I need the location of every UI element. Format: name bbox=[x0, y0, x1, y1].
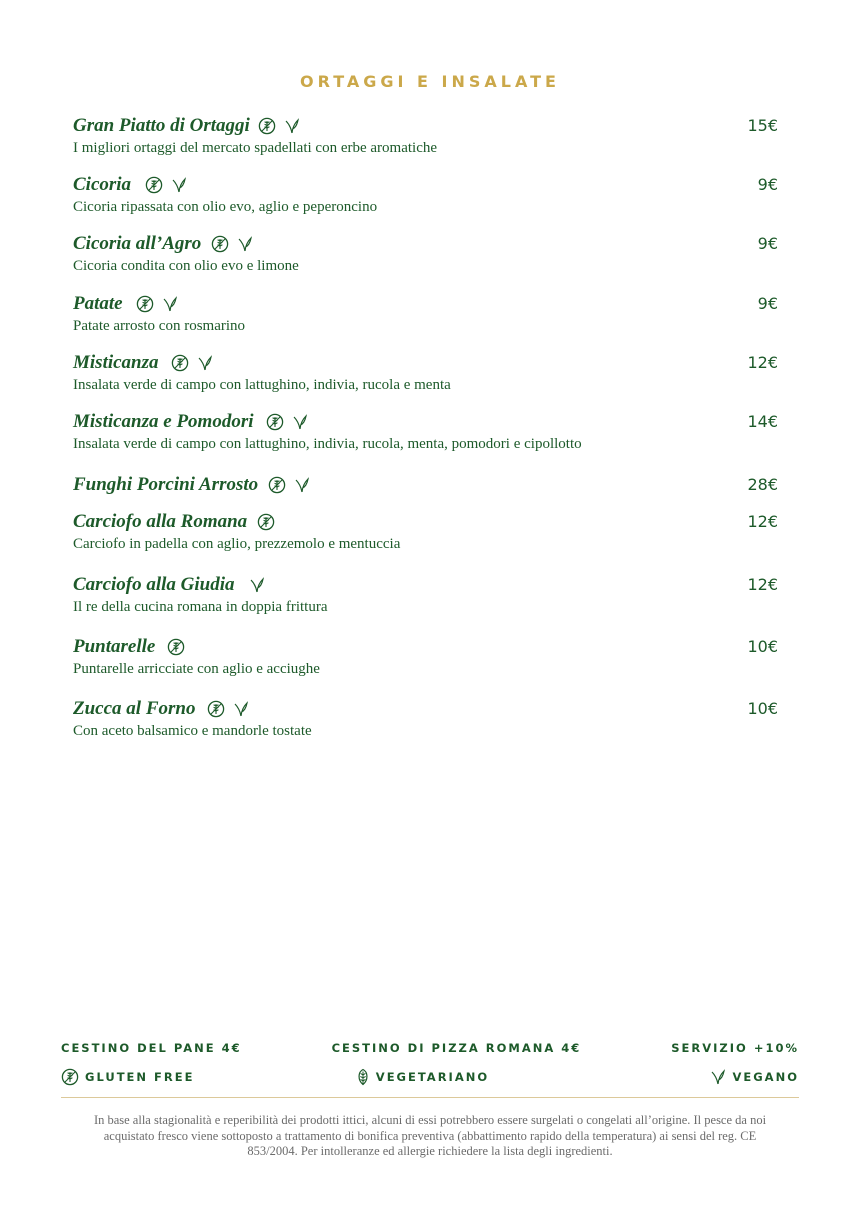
dish-price: 9€ bbox=[757, 294, 778, 313]
menu-item-header bbox=[73, 114, 778, 138]
legend-gluten-free bbox=[61, 1068, 194, 1086]
menu-item bbox=[73, 351, 778, 394]
gluten-free-icon bbox=[207, 700, 225, 718]
dish-icons bbox=[266, 413, 308, 431]
menu-item bbox=[73, 697, 778, 740]
legend-vegetarian bbox=[356, 1068, 489, 1086]
vegan-icon bbox=[710, 1068, 726, 1086]
gluten-free-icon bbox=[145, 176, 163, 194]
menu-item-header bbox=[73, 473, 778, 497]
dish-price: 9€ bbox=[757, 175, 778, 194]
dish-price: 15€ bbox=[747, 116, 778, 135]
dish-description: Insalata verde di campo con lattughino, indivia, rucola, menta, pomodori e cipollotto bbox=[73, 436, 582, 452]
page-title: ORTAGGI E INSALATE bbox=[300, 72, 560, 91]
dish-description: Carciofo in padella con aglio, prezzemolo e mentuccia bbox=[73, 536, 401, 552]
gluten-free-icon bbox=[167, 638, 185, 656]
menu-item bbox=[73, 573, 778, 616]
menu-item-header bbox=[73, 573, 778, 597]
legend-vegan-label: VEGANO bbox=[732, 1070, 799, 1084]
vegan-icon bbox=[294, 476, 310, 494]
dish-description: Con aceto balsamico e mandorle tostate bbox=[73, 723, 312, 739]
menu-item bbox=[73, 510, 778, 553]
dish-icons bbox=[257, 513, 275, 531]
dish-name: Zucca al Forno bbox=[73, 698, 196, 719]
dish-description: Puntarelle arricciate con aglio e acciughe bbox=[73, 661, 320, 677]
dish-price: 10€ bbox=[747, 699, 778, 718]
dish-description: Insalata verde di campo con lattughino, indivia, rucola e menta bbox=[73, 377, 451, 393]
vegan-icon bbox=[162, 295, 178, 313]
menu-item-header bbox=[73, 410, 778, 434]
dish-name: Misticanza e Pomodori bbox=[73, 411, 254, 432]
dish-price: 28€ bbox=[747, 475, 778, 494]
menu-item bbox=[73, 114, 778, 157]
menu-item-header bbox=[73, 292, 778, 316]
gluten-free-icon bbox=[258, 117, 276, 135]
dish-price: 14€ bbox=[747, 412, 778, 431]
gluten-free-icon bbox=[268, 476, 286, 494]
dish-icons bbox=[171, 354, 213, 372]
legend-vegetarian-label: VEGETARIANO bbox=[375, 1070, 490, 1084]
dish-icons bbox=[145, 176, 187, 194]
menu-item bbox=[73, 635, 778, 678]
dish-icons bbox=[136, 295, 178, 313]
dish-name: Funghi Porcini Arrosto bbox=[73, 474, 259, 495]
dish-icons bbox=[167, 638, 185, 656]
dish-name: Misticanza bbox=[73, 352, 159, 373]
dish-description: Il re della cucina romana in doppia frittura bbox=[73, 599, 328, 615]
dish-icons bbox=[258, 117, 300, 135]
gluten-free-icon bbox=[211, 235, 229, 253]
vegan-icon bbox=[292, 413, 308, 431]
menu-item bbox=[73, 473, 778, 497]
dish-name: Patate bbox=[73, 293, 123, 314]
service-charge: SERVIZIO +10% bbox=[671, 1041, 799, 1055]
gluten-free-icon bbox=[136, 295, 154, 313]
dish-icons bbox=[207, 700, 249, 718]
dish-price: 10€ bbox=[747, 637, 778, 656]
legend-gluten-free-label: GLUTEN FREE bbox=[85, 1070, 195, 1084]
dish-icons bbox=[211, 235, 253, 253]
vegan-icon bbox=[171, 176, 187, 194]
disclaimer-text: In base alla stagionalità e reperibilità dei prodotti ittici, alcuni di essi potrebbero essere surgelati o congelati all’origine. Il pesce da noi acquistato fresco viene sottoposto a trattamento di bonifica preventiva (abbattimento rapido della temperatura) ai sensi del reg. CE 853/2004. Per intolleranze ed allergie richiedere la lista degli ingredienti. bbox=[93, 1113, 767, 1158]
vegetarian-icon bbox=[356, 1068, 370, 1086]
menu-item bbox=[73, 410, 778, 453]
footer-prices bbox=[61, 1038, 799, 1058]
dish-name: Carciofo alla Romana bbox=[73, 511, 248, 532]
bread-basket-price: CESTINO DEL PANE 4€ bbox=[61, 1041, 242, 1055]
dish-icons bbox=[249, 576, 265, 594]
vegan-icon bbox=[237, 235, 253, 253]
dish-name: Carciofo alla Giudia bbox=[73, 574, 235, 595]
menu-item bbox=[73, 173, 778, 216]
dish-name: Puntarelle bbox=[73, 636, 156, 657]
vegan-icon bbox=[233, 700, 249, 718]
menu-item-header bbox=[73, 697, 778, 721]
menu-item-header bbox=[73, 173, 778, 197]
dish-price: 12€ bbox=[747, 353, 778, 372]
legend-vegan bbox=[710, 1068, 799, 1086]
gluten-free-icon bbox=[266, 413, 284, 431]
pizza-basket-price: CESTINO DI PIZZA ROMANA 4€ bbox=[331, 1041, 582, 1055]
menu-item-header bbox=[73, 351, 778, 375]
menu-item-header bbox=[73, 635, 778, 659]
dish-name: Cicoria all’Agro bbox=[73, 233, 202, 254]
menu-item-header bbox=[73, 510, 778, 534]
gluten-free-icon bbox=[171, 354, 189, 372]
dish-description: I migliori ortaggi del mercato spadellati con erbe aromatiche bbox=[73, 140, 438, 156]
vegan-icon bbox=[197, 354, 213, 372]
menu-item-header bbox=[73, 232, 778, 256]
gluten-free-icon bbox=[61, 1068, 79, 1086]
dish-icons bbox=[268, 476, 310, 494]
dish-description: Cicoria ripassata con olio evo, aglio e peperoncino bbox=[73, 199, 378, 215]
dish-name: Gran Piatto di Ortaggi bbox=[73, 115, 250, 136]
dish-description: Patate arrosto con rosmarino bbox=[73, 318, 246, 334]
dish-price: 12€ bbox=[747, 575, 778, 594]
dish-name: Cicoria bbox=[73, 174, 132, 195]
menu-item bbox=[73, 292, 778, 335]
dish-price: 9€ bbox=[757, 234, 778, 253]
footer-divider bbox=[61, 1097, 799, 1098]
dish-description: Cicoria condita con olio evo e limone bbox=[73, 258, 299, 274]
dish-price: 12€ bbox=[747, 512, 778, 531]
gluten-free-icon bbox=[257, 513, 275, 531]
menu-item bbox=[73, 232, 778, 275]
vegan-icon bbox=[249, 576, 265, 594]
footer-legend bbox=[61, 1067, 799, 1087]
vegan-icon bbox=[284, 117, 300, 135]
